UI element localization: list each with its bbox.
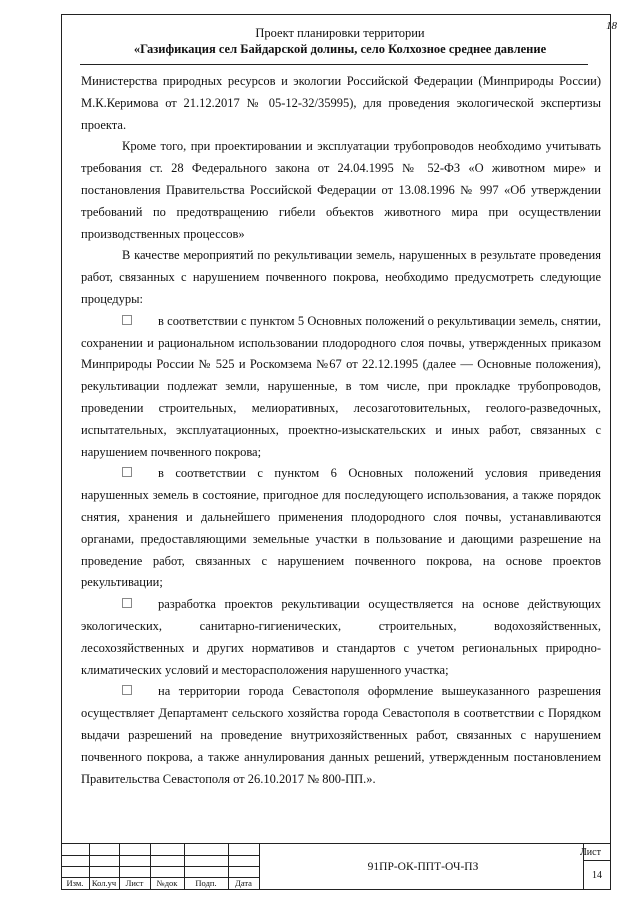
- stamp-label-podp: Подп.: [195, 878, 217, 888]
- paragraph: Кроме того, при проектировании и эксплуатации трубопроводов необходимо учитывать требования ст. 28 Федерального закона от 24.04.1995 № 52-ФЗ «О животном мире» и постановления Правительства Российской Федерации от 13.08.1996 № 997 «Об утверждении требований по предотвращению гибели объектов животного мира при осуществлении производственных процессов»: [81, 139, 601, 241]
- paragraph: В качестве мероприятий по рекультивации земель, нарушенных в результате проведения работ, связанных с нарушением почвенного покрова, необходимо предусмотреть следующие процедуры:: [81, 248, 601, 306]
- document-header: [80, 25, 600, 57]
- header-divider: [80, 64, 588, 65]
- stamp-label-ndok: №док: [156, 878, 178, 888]
- sheet-number: 14: [592, 870, 602, 881]
- stamp-label-izm: Изм.: [66, 878, 84, 888]
- stamp-revision-grid: [61, 844, 259, 890]
- sheet-divider: [584, 860, 611, 861]
- document-code: 91ПР-ОК-ППТ-ОЧ-ПЗ: [367, 861, 479, 873]
- bullet-square-icon: [122, 315, 132, 325]
- title-block-stamp: [61, 843, 611, 890]
- list-item-text: в соответствии с пунктом 5 Основных положений о рекультивации земель, снятии, сохранении и рациональном использовании плодородного слоя почвы, утвержденных приказом Минприроды России № 525 и Роскомзема №67 от 22.12.1995 (далее — Основные положения), рекультивации подлежат земли, нарушенные, в том числе, при прокладке трубопроводов, проведении строительных, мелиоративных, лесозаготовительных, геолого-разведочных, испытательных, эксплуатационных, проектно-изыскательских и иных работ, связанных с нарушением почвенного покрова;: [81, 313, 601, 459]
- list-item-text: разработка проектов рекультивации осуществляется на основе действующих экологических, санитарно-гигиенических, строительных, водохозяйственных, лесохозяйственных и других нормативов и стандартов с учетом региональных природно-климатических условий и месторасположения нарушенного участка;: [81, 597, 601, 677]
- header-title: Проект планировки территории: [255, 26, 425, 40]
- sheet-number-cell: [580, 844, 611, 890]
- bullet-square-icon: [122, 685, 132, 695]
- paragraph: Министерства природных ресурсов и экологии Российской Федерации (Минприроды России) М.К.Керимова от 21.12.2017 № 05-12-32/35995), для проведения экологической экспертизы проекта.: [81, 74, 601, 132]
- header-subtitle: «Газификация сел Байдарской долины, село Колхозное среднее давление: [133, 42, 547, 56]
- list-item: [81, 311, 601, 464]
- page-number-top: 18: [606, 20, 617, 32]
- bullet-square-icon: [122, 598, 132, 608]
- list-item-text: на территории города Севастополя оформление вышеуказанного разрешения осуществляет Департамент сельского хозяйства города Севастополя в соответствии с Порядком выдачи разрешений на проведение внутрихозяйственных работ, связанных с нарушением почвенного покрова, а также аннулирования данных решений, утвержденным постановлением Правительства Севастополя от 26.10.2017 № 800-ПП.».: [81, 684, 601, 786]
- stamp-label-kol-uch: Кол.уч: [91, 878, 117, 888]
- list-item-text: в соответствии с пунктом 6 Основных положений условия приведения нарушенных земель в состояние, пригодное для последующего использования, а также порядок снятия, хранения и дальнейшего применения плодородного слоя почвы, устанавливаются органами, предоставляющими земельные участки в пользование и дающими разрешение на проведение работ, связанных с нарушением почвенного покрова, на основе проектов рекультивации;: [81, 466, 601, 590]
- body-text: [81, 71, 601, 790]
- bullet-square-icon: [122, 467, 132, 477]
- stamp-label-data: Дата: [235, 878, 252, 888]
- stamp-label-list: Лист: [125, 878, 144, 888]
- sheet-label: Лист: [580, 847, 601, 858]
- list-item: [81, 681, 601, 790]
- list-item: [81, 594, 601, 681]
- list-item: [81, 463, 601, 594]
